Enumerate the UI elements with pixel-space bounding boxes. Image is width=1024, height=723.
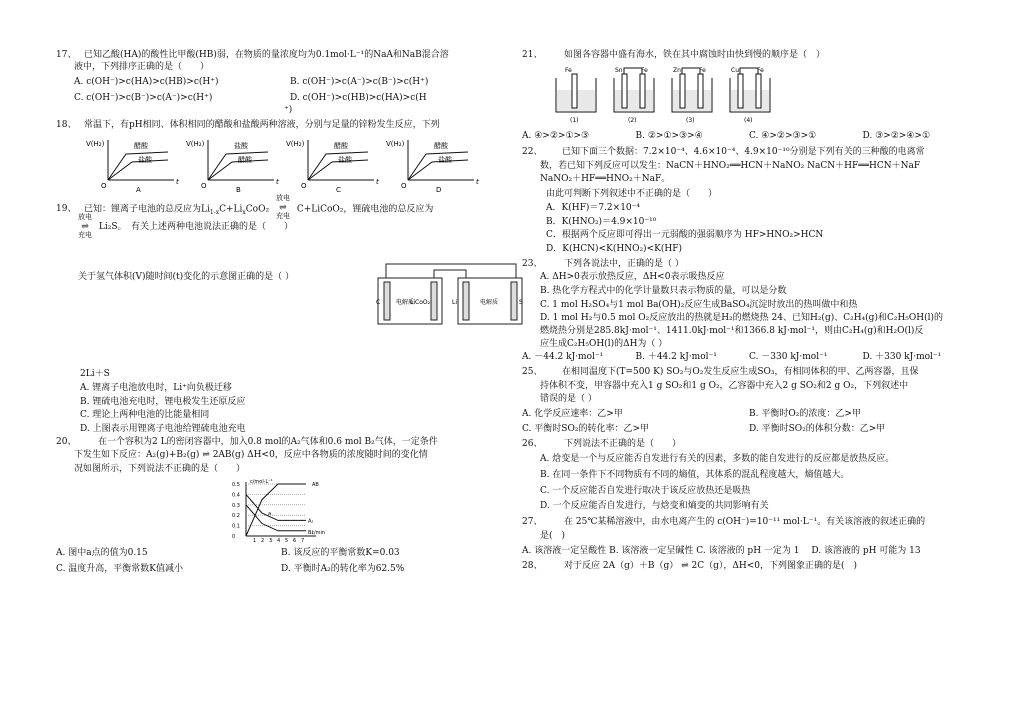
option-a: A. 图中a点的值为0.15 [56, 548, 148, 559]
question-text: 况如图所示，下列说法不正确的是（ ） [74, 464, 246, 475]
y-tick-label: 0 [232, 533, 236, 540]
graph-letter: B [236, 186, 241, 195]
concentration-time-graph [232, 476, 352, 544]
option-b: B. 在同一条件下不同物质有不同的熵值，其体系的混乱程度越大，熵值越大。 [540, 469, 850, 480]
question-text: 在一个容积为2 L的密闭容器中，加入0.8 mol的A₂气体和0.6 mol B₂气体，一定条件 [98, 436, 438, 447]
container-label: (1) [570, 116, 579, 124]
question-text: 对于反应 2A（g）＋B（g） ⇌ 2C（g），ΔH<0，下列图象正确的是( ) [564, 561, 857, 571]
x-axis-label: t [176, 178, 179, 187]
question-text: 在 25℃某稀溶液中，由水电离产生的 c(OH⁻)=10⁻¹¹ mol·L⁻¹。有关该溶液的叙述正确的 [564, 516, 926, 527]
option-b: B．K(HNO₂)＝4.9×10⁻¹⁰ [546, 216, 657, 227]
corrosion-containers-diagram [552, 64, 792, 126]
origin-label: O [401, 182, 407, 191]
equation-tail: 2Li＋S [80, 369, 110, 380]
wire [740, 68, 758, 74]
option-d: D．K(HCN)<K(HNO₂)<K(HF) [546, 243, 682, 254]
x-axis-label: t/min [312, 529, 326, 536]
electrode-label: Sn [615, 66, 623, 74]
question-text: 已知乙酸(HA)的酸性比甲酸(HB)弱，在物质的量浓度均为0.1mol·L⁻¹的NaA和NaB混合溶 [84, 50, 449, 60]
option-d: D. ＋330 kJ·mol⁻¹ [862, 352, 942, 363]
x-tick-label: 6 [293, 537, 297, 544]
question-text: 在相同温度下(T=500 K) SO₂与O₂发生反应生成SO₃，有相同体积的甲、乙两容器，且保 [562, 367, 919, 378]
series-b2 [246, 505, 306, 531]
question-22 [522, 147, 976, 256]
y-tick-label: 0.5 [232, 481, 240, 488]
question-21 [522, 50, 976, 143]
option-d: D. 平衡时A₂的转化率为62.5% [281, 564, 405, 575]
question-number: 25、 [522, 367, 543, 378]
x-tick-label: 2 [261, 537, 265, 544]
series-label: B₂ [308, 529, 314, 536]
y-axis-label: V(H₂) [286, 140, 305, 149]
question-number: 18、 [56, 120, 77, 131]
electrode-label: Fe [641, 66, 648, 74]
electrode [680, 74, 685, 108]
question-number: 17、 [56, 50, 77, 60]
y-tick-label: 0.1 [232, 523, 240, 530]
point-label: a [268, 510, 272, 517]
cell-label: C [376, 299, 381, 306]
option-c: C. 理论上两种电池的比能量相同 [80, 410, 210, 421]
question-text: 关于氢气体积(V)随时间(t)变化的示意图正确的是（ ） [78, 271, 295, 282]
curve-label-bottom: 醋酸 [238, 156, 252, 165]
left-column [56, 50, 523, 576]
y-axis-label: V(H₂) [186, 140, 205, 149]
y-axis-label: V(H₂) [386, 140, 405, 149]
option-b: B. 热化学方程式中的化学计量数只表示物质的量，可以是分数 [540, 285, 787, 296]
x-tick-label: 4 [277, 537, 281, 544]
y-axis-label: V(H₂) [86, 140, 105, 149]
series-label: A₂ [308, 518, 314, 525]
option-a: A. 焓变是一个与反应能否自发进行有关的因素，多数的能自发进行的反应都是放热反应。 [540, 454, 895, 465]
graph-letter: D [436, 186, 442, 195]
question-number: 26、 [522, 438, 543, 449]
hydrogen-volume-graphs [86, 136, 486, 196]
question-text: 已知下面三个数据：7.2×10⁻⁴、4.6×10⁻⁴、4.9×10⁻¹⁰分别是下列有关的三种酸的电离常 [562, 147, 925, 158]
cell-label: 电解质 [480, 299, 499, 306]
x-tick-label: 1 [253, 537, 257, 544]
cell-label: LiCoO₂ [410, 299, 430, 306]
option-d: D. 1 mol H₂与0.5 mol O₂反应放出的热就是H₂的燃烧热 24、已知H₂(g)、C₂H₄(g)和C₂H₅OH(l)的 [540, 313, 944, 324]
option-b: B. c(OH⁻)>c(A⁻)>c(B⁻)>c(H⁺) [290, 77, 429, 88]
reversible-arrow: 放电 ⇌ 充电 [272, 203, 294, 215]
electrode [738, 74, 743, 108]
option-d: D. c(OH⁻)>c(HB)>c(HA)>c(H [290, 93, 427, 104]
question-number: 23、 [522, 258, 543, 269]
electrode [698, 74, 703, 108]
curve-label-bottom: 盐酸 [438, 156, 452, 165]
question-text: Li₂S。 有关上述两种电池说法正确的是（ ） [98, 221, 294, 232]
question-25 [522, 367, 976, 435]
question-text: C+Li [219, 204, 243, 215]
cell-label: 电解质 [396, 299, 415, 306]
question-18 [56, 120, 506, 200]
option-a: A．K(HF)＝7.2×10⁻⁴ [546, 202, 641, 213]
reversible-arrow: 放电 ⇌ 充电 [74, 222, 96, 234]
battery-cell-diagram [376, 260, 526, 328]
container-label: (4) [744, 116, 753, 124]
option-c: C．根据两个反应即可得出一元弱酸的强弱顺序为 HF>HNO₂>HCN [546, 230, 824, 241]
question-number: 21、 [522, 50, 543, 60]
option-b: B. 锂硫电池充电时，锂电极发生还原反应 [80, 396, 246, 407]
question-number: 20、 [56, 436, 77, 447]
question-text: 下列各说法中，正确的是（ ） [564, 258, 684, 269]
question-text: 下发生如下反应：A₂(g)+B₂(g) ⇌ 2AB(g) ΔH<0，反应中各物质的浓度随时间的变化情 [74, 450, 428, 461]
question-text: 持体积不变，甲容器中充入1 g SO₂和1 g O₂，乙容器中充入2 g SO₂和2 g O₂，下列叙述中 [540, 380, 909, 391]
electrode-label: Fe [757, 66, 764, 74]
question-19: 19、 已知：锂离子电池的总反应为$Li_{1-x}C+Li_xCoO_2$ 放电 ⇌ 充电 C+LiCoO₂，锂硫电池的总反应为 放电 ⇌ 充电 Li₂S。 有关上述两种电池说法正确的是（ ） C 电解质 LiCoO₂ Li 电解质 S 关于氢气体积(V)随时间(t)变化的示意图正确的是（ ） 2Li＋S A. 锂离子电池放电时，Li⁺向负极迁移 B. 锂硫电池充电时，锂电极发生还原反应 C. 理论上两种电池的比能量相同 D. 上图表示用锂离子电池给锂硫电池充电 [56, 203, 506, 436]
question-text: NaNO₂＋HF══HNO₂＋NaF。 [540, 174, 671, 185]
seawater [731, 90, 769, 111]
cell-label: S [519, 299, 523, 306]
question-text: 如图各容器中盛有海水，铁在其中腐蚀时由快到慢的顺序是（ ） [564, 50, 826, 60]
question-text: 错误的是（ ） [540, 394, 597, 405]
option-a: A. ΔH>0表示放热反应，ΔH<0表示吸热反应 [540, 272, 725, 283]
option-c: C. 一个反应能否自发进行取决于该反应放热还是吸热 [540, 485, 751, 496]
x-tick-label: 7 [301, 537, 305, 544]
question-20 [56, 437, 506, 576]
option-b: B. ＋44.2 kJ·mol⁻¹ [635, 352, 717, 363]
option-d-continued: ⁺) [284, 104, 293, 115]
question-number: 22、 [522, 147, 543, 158]
question-24-text: 燃烧热分别是285.8kJ·mol⁻¹、1411.0kJ·mol⁻¹和1366.8 kJ·mol⁻¹，则由C₂H₄(g)和H₂O(l)反 [540, 326, 924, 336]
electrode [572, 74, 577, 108]
option-a: A. －44.2 kJ·mol⁻¹ [522, 352, 604, 363]
question-number: 28、 [522, 561, 543, 571]
question-text: 数，若已知下列反应可以发生：NaCN＋HNO₂══HCN＋NaNO₂ NaCN＋HF══HCN＋NaF [540, 160, 921, 171]
option-b: B. ②>①>③>④ [635, 131, 703, 142]
electrode-label: Fe [565, 66, 572, 74]
y-tick-label: 0.3 [232, 502, 240, 509]
question-text: C+LiCoO₂，锂硫电池的总反应为 [296, 204, 434, 215]
arrow-label-bottom: 充电 [78, 230, 92, 239]
option-a: A. 化学反应速率：乙>甲 [522, 409, 623, 420]
electrode-label: Fe [699, 66, 706, 74]
origin-label: O [301, 182, 307, 191]
option-c: C. 平衡时SO₂的转化率：乙>甲 [522, 423, 649, 434]
question-27 [522, 517, 976, 558]
option-a: A. ④>②>①>③ [522, 131, 590, 142]
wire [624, 68, 642, 74]
option-c: C. c(OH⁻)>c(B⁻)>c(A⁻)>c(H⁺) [74, 93, 213, 104]
graph-letter: A [136, 186, 141, 195]
question-text: 由此可判断下列叙述中不正确的是（ ） [546, 189, 718, 200]
arrow-label-top: 放电 [78, 212, 92, 221]
option-c: C. 1 mol H₂SO₄与1 mol Ba(OH)₂反应生成BaSO₄沉淀时放出的热叫做中和热 [540, 299, 858, 310]
curve-label-top: 醋酸 [134, 142, 148, 151]
origin-label: O [201, 182, 207, 191]
question-24-text: 应生成C₂H₅OH(l)的ΔH为（ ） [540, 338, 668, 349]
option-d: D. 上图表示用锂离子电池给锂硫电池充电 [80, 423, 246, 434]
electrode-label: Cu [731, 66, 739, 74]
origin-label: O [101, 182, 107, 191]
electrode [756, 74, 761, 108]
option-b: B. 平衡时O₂的浓度：乙>甲 [749, 409, 861, 420]
question-17 [56, 50, 506, 116]
curve-label-top: 醋酸 [334, 142, 348, 151]
question-number: 27、 [522, 516, 543, 527]
curve-label-top: 盐酸 [234, 142, 248, 151]
x-axis-label: t [276, 178, 279, 187]
series-label: AB [312, 481, 319, 488]
curve-label-top: 醋酸 [434, 142, 448, 151]
option-c: C. ④>②>③>① [749, 131, 817, 142]
option-a: A. 锂离子电池放电时，Li⁺向负极迁移 [80, 382, 232, 393]
question-text: 液中，下列排序正确的是（ ） [74, 61, 210, 72]
question-26 [522, 439, 976, 513]
series-ab [246, 484, 306, 536]
question-23 [522, 259, 976, 365]
option-d: D. 平衡时SO₂的体积分数：乙>甲 [749, 423, 886, 434]
y-tick-label: 0.2 [232, 512, 240, 519]
question-text: CoO₂ [245, 204, 270, 215]
arrow-label-top: 放电 [275, 193, 290, 202]
curve-label-bottom: 盐酸 [338, 156, 352, 165]
wire [682, 68, 700, 74]
x-tick-label: 3 [269, 537, 273, 544]
question-text: 是( ) [540, 530, 566, 541]
option-c: C. －330 kJ·mol⁻¹ [749, 352, 828, 363]
electrode [622, 74, 627, 108]
right-column [522, 50, 976, 573]
curve-label-bottom: 盐酸 [138, 156, 152, 165]
option-d: D. ③>②>④>① [862, 131, 931, 142]
electrode-label: Zn [673, 66, 681, 74]
x-tick-label: 5 [285, 537, 289, 544]
x-axis-label: t [376, 178, 379, 187]
question-28 [522, 561, 976, 573]
question-text: 已知：锂离子电池的总反应为Li [84, 204, 210, 215]
question-text: 常温下，有pH相同、体积相同的醋酸和盐酸两种溶液，分别与足量的锌粉发生反应，下列 [84, 120, 440, 131]
option-d: D. 一个反应能否自发进行，与焓变和熵变的共同影响有关 [540, 501, 769, 512]
seawater [673, 90, 711, 111]
y-axis-label: c/mol·L⁻¹ [250, 478, 273, 485]
electrode [640, 74, 645, 108]
container-label: (3) [686, 116, 695, 124]
question-text: 下列说法不正确的是（ ） [564, 438, 682, 449]
options-line: A. 该溶液一定呈酸性 B. 该溶液一定呈碱性 C. 该溶液的 pH 一定为 1 D. 该溶液的 pH 可能为 13 [522, 546, 921, 557]
option-b: B. 该反应的平衡常数K=0.03 [281, 548, 400, 559]
container-label: (2) [628, 116, 637, 124]
option-c: C. 温度升高，平衡常数K值减小 [56, 564, 184, 575]
question-number: 19、 [56, 204, 77, 215]
y-tick-label: 0.4 [232, 492, 240, 499]
seawater [615, 90, 653, 111]
option-a: A. c(OH⁻)>c(HA)>c(HB)>c(H⁺) [74, 77, 219, 88]
cell-label: Li [452, 299, 458, 306]
arrow-label-bottom: 充电 [275, 211, 290, 220]
graph-letter: C [336, 186, 341, 195]
x-axis-label: t [476, 178, 479, 187]
